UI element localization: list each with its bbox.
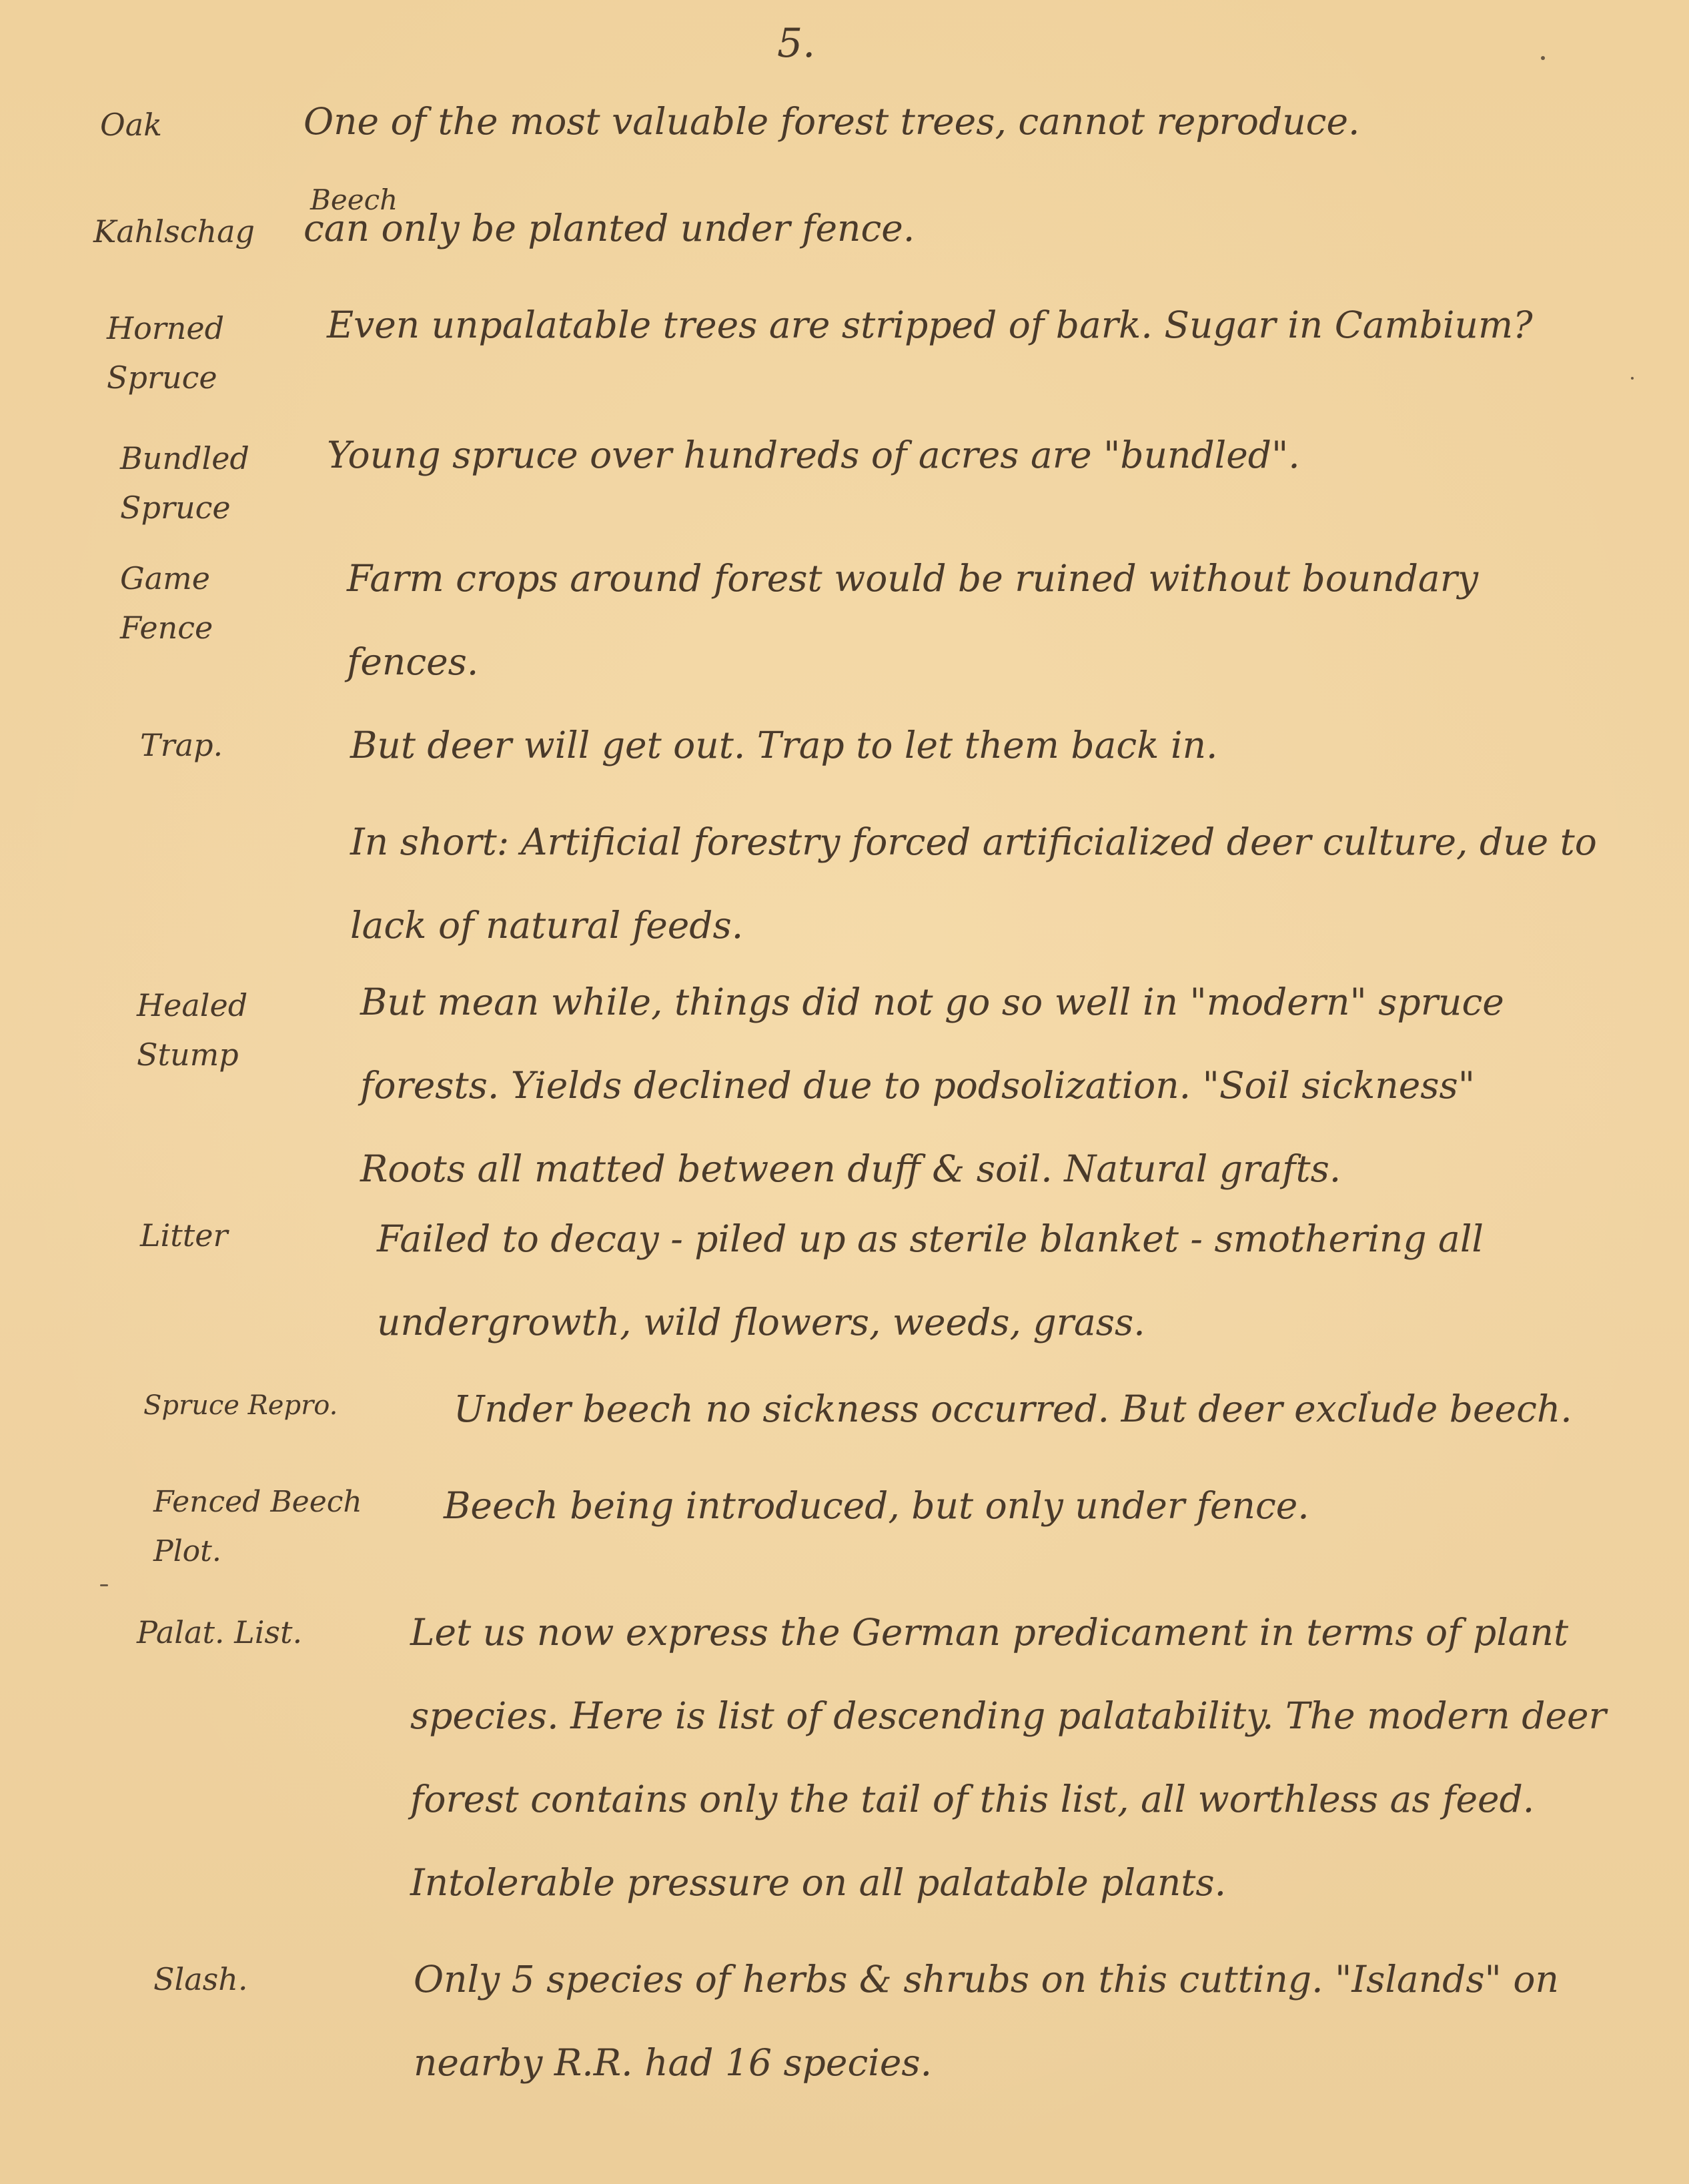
entry-text: Let us now express the German predicament in terms of plant species. Here is list of descending palatability. The modern deer forest contains only the tail of this list, all worthless as feed. Intolerable pressure on all palatable plants. xyxy=(410,1611,1606,1904)
entry-text: Under beech no sickness occurred. But deer exclude beech. xyxy=(454,1388,1572,1430)
entry-text: Failed to decay - piled up as sterile blanket - smothering all undergrowth, wild flowers, weeds, grass. xyxy=(377,1217,1484,1343)
paper-speck xyxy=(100,1584,108,1586)
paper-speck xyxy=(1541,56,1545,60)
entry-text: But deer will get out. Trap to let them back in. xyxy=(350,724,1218,766)
margin-note: Palat. List. xyxy=(137,1614,303,1650)
entry-text: In short: Artificial forestry forced artificialized deer culture, due to lack of natural feeds. xyxy=(350,821,1597,947)
entry-text: But mean while, things did not go so well in "modern" spruce forests. Yields declined due to podsolization. "Soil sickness" Roots all matted between duff & soil. Natural grafts. xyxy=(360,981,1504,1190)
margin-note: Trap. xyxy=(140,727,223,763)
margin-note: Oak xyxy=(100,107,163,143)
margin-note: Bundled Spruce xyxy=(120,440,249,526)
margin-note: Spruce Repro. xyxy=(143,1390,338,1421)
entry-text: Farm crops around forest would be ruined without boundary fences. xyxy=(347,557,1479,683)
margin-note: Kahlschag xyxy=(93,213,255,249)
entry-text: Young spruce over hundreds of acres are "bundled". xyxy=(327,434,1300,476)
margin-note: Slash. xyxy=(153,1961,248,1997)
margin-note: Horned Spruce xyxy=(107,310,225,396)
entry-text: Even unpalatable trees are stripped of bark. Sugar in Cambium? xyxy=(327,304,1533,346)
interlinear-insert: Beech xyxy=(310,183,398,216)
margin-note: Healed Stump xyxy=(137,987,248,1073)
margin-note: Game Fence xyxy=(120,560,213,646)
margin-note: Fenced Beech Plot. xyxy=(153,1485,362,1568)
entry-text: Only 5 species of herbs & shrubs on this cutting. "Islands" on nearby R.R. had 16 species. xyxy=(414,1958,1559,2084)
entry-text: One of the most valuable forest trees, cannot reproduce. xyxy=(304,100,1360,143)
entry-text: Beech being introduced, but only under fence. xyxy=(444,1484,1309,1527)
margin-note: Litter xyxy=(140,1217,228,1253)
paper-speck xyxy=(1631,377,1634,380)
entry-text: can only be planted under fence. xyxy=(304,207,915,249)
page-number: 5. xyxy=(777,20,816,67)
